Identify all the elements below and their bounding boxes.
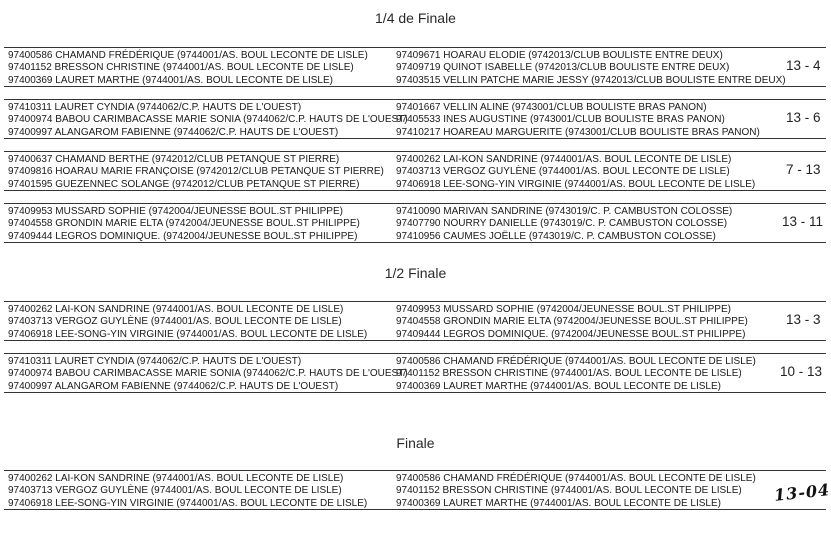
team-b (396, 154, 755, 191)
player-row: 97401152 BRESSON CHRISTINE (9744001/AS. BOUL LECONTE DE LISLE) (396, 485, 742, 497)
player-row: 97409953 MUSSARD SOPHIE (9742004/JEUNESSE BOUL.ST PHILIPPE) (8, 206, 343, 217)
team-a (8, 206, 360, 243)
player-row: 97403713 VERGOZ GUYLÈNE (9744001/AS. BOUL LECONTE DE LISLE) (8, 316, 342, 328)
match-score: 7 - 13 (786, 162, 821, 177)
player-row: 97410311 LAURET CYNDIA (9744062/C.P. HAUTS DE L'OUEST) (8, 356, 302, 367)
player-row: 97406918 LEE-SONG-YIN VIRGINIE (9744001/AS. BOUL LECONTE DE LISLE) (396, 178, 756, 190)
player-row: 97400262 LAI-KON SANDRINE (9744001/AS. BOUL LECONTE DE LISLE) (8, 304, 344, 315)
player-row: 97400974 BABOU CARIMBACASSE MARIE SONIA (9744062/C.P. HAUTS DE L'OUEST) (8, 368, 408, 380)
player-row: 97404558 GRONDIN MARIE ELTA (9742004/JEUNESSE BOUL.ST PHILIPPE) (8, 218, 360, 230)
match-semi-2 (4, 353, 826, 393)
player-row: 97401595 GUEZENNEC SOLANGE (9742012/CLUB PETANQUE ST PIERRE) (8, 178, 360, 190)
player-row: 97401152 BRESSON CHRISTINE (9744001/AS. BOUL LECONTE DE LISLE) (396, 368, 742, 380)
player-row: 97410311 LAURET CYNDIA (9744062/C.P. HAUTS DE L'OUEST) (8, 102, 302, 113)
team-a (8, 304, 367, 341)
team-a (8, 356, 408, 393)
player-row: 97400974 BABOU CARIMBACASSE MARIE SONIA (9744062/C.P. HAUTS DE L'OUEST) (8, 114, 408, 126)
team-b (396, 356, 756, 393)
player-row: 97405533 INES AUGUSTINE (9743001/CLUB BOULISTE BRAS PANON) (396, 114, 725, 126)
player-row: 97400586 CHAMAND FRÉDÉRIQUE (9744001/AS. BOUL LECONTE DE LISLE) (8, 50, 368, 61)
match-score-handwritten: 13-04 (773, 480, 831, 505)
section-title-final: Finale (396, 435, 435, 451)
player-row: 97403713 VERGOZ GUYLÈNE (9744001/AS. BOUL LECONTE DE LISLE) (8, 485, 342, 497)
player-row: 97410956 CAUMES JOËLLE (9743019/C. P. CAMBUSTON COLOSSE) (396, 230, 716, 242)
match-semi-1 (4, 301, 826, 341)
match-final (4, 470, 831, 510)
player-row: 97400369 LAURET MARTHE (9744001/AS. BOUL LECONTE DE LISLE) (396, 497, 721, 509)
team-a (8, 154, 384, 191)
player-row: 97401152 BRESSON CHRISTINE (9744001/AS. BOUL LECONTE DE LISLE) (8, 62, 354, 74)
team-b (396, 50, 786, 87)
player-row: 97403713 VERGOZ GUYLÈNE (9744001/AS. BOUL LECONTE DE LISLE) (396, 166, 730, 178)
team-a (8, 102, 408, 139)
section-title-quarter-final: 1/4 de Finale (375, 10, 456, 26)
team-b (396, 206, 732, 243)
match-score: 13 - 11 (782, 214, 824, 229)
team-b (396, 102, 760, 139)
match-quarter-2 (4, 99, 826, 139)
match-score: 13 - 6 (786, 110, 821, 125)
match-quarter-3 (4, 151, 826, 191)
section-title-semi-final: 1/2 Finale (384, 265, 447, 281)
player-row: 97404558 GRONDIN MARIE ELTA (9742004/JEUNESSE BOUL.ST PHILIPPE) (396, 316, 748, 328)
match-score: 10 - 13 (780, 364, 823, 379)
player-row: 97400369 LAURET MARTHE (9744001/AS. BOUL LECONTE DE LISLE) (396, 380, 721, 392)
player-row: 97409444 LEGROS DOMINIQUE. (9742004/JEUNESSE BOUL.ST PHILIPPE) (8, 230, 358, 242)
player-row: 97409719 QUINOT ISABELLE (9742013/CLUB BOULISTE ENTRE DEUX) (396, 62, 730, 74)
player-row: 97406918 LEE-SONG-YIN VIRGINIE (9744001/AS. BOUL LECONTE DE LISLE) (8, 328, 368, 340)
player-row: 97406918 LEE-SONG-YIN VIRGINIE (9744001/AS. BOUL LECONTE DE LISLE) (8, 497, 368, 509)
team-b (396, 304, 748, 341)
match-quarter-1 (4, 47, 826, 87)
player-row: 97403515 VELLIN PATCHE MARIE JESSY (9742013/CLUB BOULISTE ENTRE DEUX) (396, 74, 786, 86)
player-row: 97409953 MUSSARD SOPHIE (9742004/JEUNESSE BOUL.ST PHILIPPE) (396, 304, 731, 315)
player-row: 97400997 ALANGAROM FABIENNE (9744062/C.P. HAUTS DE L'OUEST) (8, 380, 339, 392)
player-row: 97407790 NOURRY DANIELLE (9743019/C. P. CAMBUSTON COLOSSE) (396, 218, 728, 230)
team-b (396, 473, 756, 510)
player-row: 97400586 CHAMAND FRÉDÉRIQUE (9744001/AS. BOUL LECONTE DE LISLE) (396, 356, 756, 367)
player-row: 97410217 HOAREAU MARGUERITE (9743001/CLUB BOULISTE BRAS PANON) (396, 126, 760, 138)
player-row: 97409444 LEGROS DOMINIQUE. (9742004/JEUNESSE BOUL.ST PHILIPPE) (396, 328, 746, 340)
player-row: 97409816 HOARAU MARIE FRANÇOISE (9742012/CLUB PETANQUE ST PIERRE) (8, 166, 384, 178)
player-row: 97401667 VELLIN ALINE (9743001/CLUB BOULISTE BRAS PANON) (396, 102, 707, 113)
team-a (8, 473, 367, 510)
match-quarter-4 (4, 203, 826, 243)
match-score: 13 - 4 (786, 58, 821, 73)
match-score: 13 - 3 (786, 312, 821, 327)
player-row: 97400262 LAI-KON SANDRINE (9744001/AS. BOUL LECONTE DE LISLE) (396, 154, 732, 165)
player-row: 97400369 LAURET MARTHE (9744001/AS. BOUL LECONTE DE LISLE) (8, 74, 333, 86)
team-a (8, 50, 368, 87)
player-row: 97400262 LAI-KON SANDRINE (9744001/AS. BOUL LECONTE DE LISLE) (8, 473, 344, 484)
player-row: 97400586 CHAMAND FRÉDÉRIQUE (9744001/AS. BOUL LECONTE DE LISLE) (396, 473, 756, 484)
player-row: 97400637 CHAMAND BERTHE (9742012/CLUB PETANQUE ST PIERRE) (8, 154, 340, 165)
player-row: 97410090 MARIVAN SANDRINE (9743019/C. P. CAMBUSTON COLOSSE) (396, 206, 733, 217)
player-row: 97400997 ALANGAROM FABIENNE (9744062/C.P. HAUTS DE L'OUEST) (8, 126, 339, 138)
player-row: 97409671 HOARAU ELODIE (9742013/CLUB BOULISTE ENTRE DEUX) (396, 50, 723, 61)
